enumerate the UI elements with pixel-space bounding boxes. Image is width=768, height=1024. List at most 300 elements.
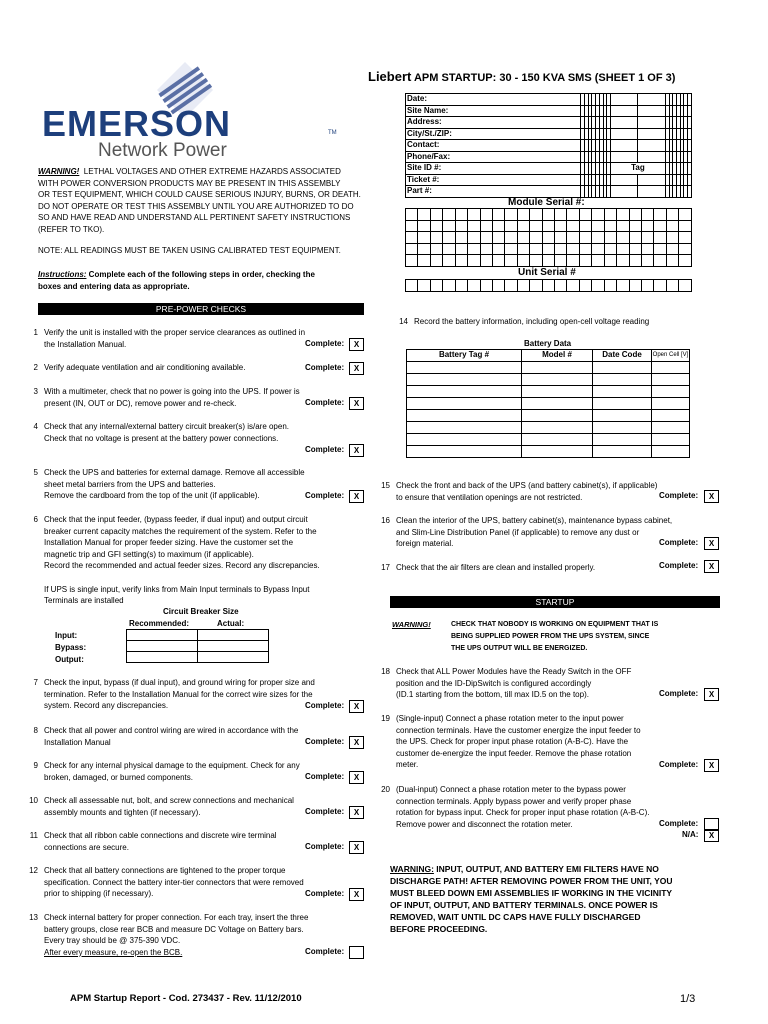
serial-cell[interactable] <box>406 220 418 232</box>
serial-cell[interactable] <box>629 232 641 244</box>
serial-cell[interactable] <box>629 209 641 221</box>
battery-tag-header: Battery Tag # <box>407 350 522 362</box>
battery-row <box>407 362 690 374</box>
serial-cell[interactable] <box>468 255 480 267</box>
cb-bypass-actual[interactable] <box>198 641 269 652</box>
battery-cell[interactable] <box>407 374 522 386</box>
complete-checkbox[interactable]: X <box>349 338 364 351</box>
serial-cell[interactable] <box>654 209 666 221</box>
serial-cell[interactable] <box>666 255 678 267</box>
serial-cell[interactable] <box>666 209 678 221</box>
info-cell[interactable] <box>638 140 665 152</box>
serial-cell[interactable] <box>555 232 567 244</box>
serial-cell[interactable] <box>406 232 418 244</box>
step-line: Installation Manual <box>44 737 111 747</box>
step-number: 7 <box>33 678 38 687</box>
startup-header: STARTUP <box>390 596 720 608</box>
module-serial-label: Module Serial #: <box>508 197 585 208</box>
startup-warning-line: CHECK THAT NOBODY IS WORKING ON EQUIPMENT THAT IS <box>451 621 659 628</box>
serial-cell[interactable] <box>629 243 641 255</box>
battery-cell[interactable] <box>407 422 522 434</box>
complete-checkbox[interactable]: X <box>704 490 719 503</box>
battery-cell[interactable] <box>652 410 690 422</box>
battery-cell[interactable] <box>522 362 593 374</box>
info-cell[interactable] <box>688 174 692 186</box>
serial-cell[interactable] <box>679 209 692 221</box>
step-line: connections are secure. <box>44 842 129 852</box>
serial-cell[interactable] <box>530 243 542 255</box>
step-number: 15 <box>381 481 390 490</box>
step-line: and Slim-Line Distribution Panel (if applicable) to remove any dust or <box>396 527 640 537</box>
serial-cell[interactable] <box>654 220 666 232</box>
battery-cell[interactable] <box>652 446 690 458</box>
complete-checkbox[interactable]: X <box>349 397 364 410</box>
step-line: rotation for bypass input. Check for proper input phase rotation (A-B-C). <box>396 808 650 818</box>
battery-cell[interactable] <box>652 422 690 434</box>
serial-cell[interactable] <box>666 243 678 255</box>
info-row <box>406 105 692 117</box>
serial-cell[interactable] <box>579 220 591 232</box>
info-cell[interactable] <box>638 174 665 186</box>
complete-checkbox[interactable]: X <box>704 759 719 772</box>
serial-cell[interactable] <box>468 232 480 244</box>
step-line: If UPS is single input, verify links from Main Input terminals to Bypass Input <box>44 584 310 594</box>
serial-cell[interactable] <box>430 243 442 255</box>
serial-cell[interactable] <box>642 255 654 267</box>
complete-checkbox[interactable]: X <box>349 444 364 457</box>
cb-bypass-label: Bypass: <box>55 643 87 652</box>
startup-warning-text <box>451 619 658 655</box>
serial-cell[interactable] <box>430 280 442 292</box>
step-line: Check that all power and control wiring are wired in accordance with the <box>44 726 299 735</box>
serial-cell[interactable] <box>629 280 641 292</box>
serial-cell[interactable] <box>530 255 542 267</box>
info-cell[interactable] <box>688 186 692 198</box>
unit-serial-label: Unit Serial # <box>518 267 576 278</box>
serial-cell[interactable] <box>480 280 492 292</box>
serial-cell[interactable] <box>567 243 579 255</box>
battery-cell[interactable] <box>407 398 522 410</box>
serial-cell[interactable] <box>592 220 604 232</box>
serial-cell[interactable] <box>530 280 542 292</box>
serial-cell[interactable] <box>567 255 579 267</box>
serial-cell[interactable] <box>542 220 554 232</box>
circuit-breaker-title: Circuit Breaker Size <box>163 607 239 616</box>
serial-cell[interactable] <box>642 243 654 255</box>
info-label: Site ID #: <box>406 163 581 175</box>
serial-cell[interactable] <box>455 209 467 221</box>
serial-cell[interactable] <box>492 209 504 221</box>
serial-cell[interactable] <box>555 220 567 232</box>
battery-cell[interactable] <box>593 386 652 398</box>
serial-cell[interactable] <box>530 220 542 232</box>
info-cell[interactable] <box>688 163 692 175</box>
serial-cell[interactable] <box>455 232 467 244</box>
serial-cell[interactable] <box>579 243 591 255</box>
serial-cell[interactable] <box>592 209 604 221</box>
serial-cell[interactable] <box>579 232 591 244</box>
serial-cell[interactable] <box>604 243 616 255</box>
info-cell[interactable] <box>688 94 692 106</box>
serial-cell[interactable] <box>579 255 591 267</box>
serial-cell[interactable] <box>654 280 666 292</box>
complete-label: Complete: <box>305 807 345 816</box>
serial-cell[interactable] <box>679 232 692 244</box>
step-line: customer de-energize the input feeder. Remove the phase rotation <box>396 748 632 758</box>
info-cell[interactable] <box>688 151 692 163</box>
complete-checkbox[interactable] <box>349 946 364 959</box>
serial-cell[interactable] <box>468 243 480 255</box>
serial-cell[interactable] <box>679 280 692 292</box>
complete-checkbox[interactable]: X <box>349 362 364 375</box>
complete-label: Complete: <box>659 538 699 547</box>
step-line: position and the ID-DipSwitch is configured accordingly <box>396 678 592 688</box>
step-text <box>44 795 294 818</box>
complete-checkbox[interactable]: X <box>704 688 719 701</box>
serial-cell[interactable] <box>567 209 579 221</box>
open-cell-header: Open Cell [V] <box>652 350 690 362</box>
serial-cell[interactable] <box>406 209 418 221</box>
serial-cell[interactable] <box>666 220 678 232</box>
serial-cell[interactable] <box>542 232 554 244</box>
battery-cell[interactable] <box>522 386 593 398</box>
step-number: 5 <box>33 468 38 477</box>
battery-cell[interactable] <box>593 398 652 410</box>
serial-cell[interactable] <box>642 232 654 244</box>
info-cell[interactable] <box>611 186 638 198</box>
cb-bypass-recommended[interactable] <box>127 641 198 652</box>
serial-cell[interactable] <box>443 280 455 292</box>
serial-cell[interactable] <box>617 220 629 232</box>
serial-cell[interactable] <box>555 255 567 267</box>
step-line: Check all assessable nut, bolt, and screw connections and mechanical <box>44 796 294 805</box>
complete-label: Complete: <box>305 737 345 746</box>
instructions-label: Instructions: <box>38 270 87 279</box>
battery-cell[interactable] <box>522 422 593 434</box>
serial-cell[interactable] <box>617 243 629 255</box>
serial-cell[interactable] <box>468 220 480 232</box>
step-line: broken, damaged, or burned components. <box>44 772 193 782</box>
serial-cell[interactable] <box>418 220 430 232</box>
serial-cell[interactable] <box>604 280 616 292</box>
info-cell[interactable] <box>638 117 665 129</box>
step-text <box>44 421 289 444</box>
step-line: connection terminals. Apply bypass power and verify proper phase <box>396 796 632 806</box>
info-cell[interactable] <box>638 128 665 140</box>
serial-cell[interactable] <box>666 280 678 292</box>
serial-cell[interactable] <box>505 232 517 244</box>
serial-cell[interactable] <box>592 280 604 292</box>
serial-cell[interactable] <box>530 209 542 221</box>
battery-cell[interactable] <box>522 374 593 386</box>
complete-label: Complete: <box>305 772 345 781</box>
battery-cell[interactable] <box>522 434 593 446</box>
step-text <box>44 912 308 958</box>
serial-cell[interactable] <box>530 232 542 244</box>
battery-cell[interactable] <box>652 362 690 374</box>
info-cell[interactable] <box>638 94 665 106</box>
step-number: 20 <box>381 785 390 794</box>
warning-line: LETHAL VOLTAGES AND OTHER EXTREME HAZARDS ASSOCIATED <box>83 167 341 176</box>
info-cell[interactable] <box>611 174 638 186</box>
serial-cell[interactable] <box>517 243 529 255</box>
complete-checkbox[interactable]: X <box>349 736 364 749</box>
serial-cell[interactable] <box>567 220 579 232</box>
info-cell[interactable] <box>611 151 638 163</box>
cb-input-recommended[interactable] <box>127 630 198 641</box>
serial-cell[interactable] <box>592 243 604 255</box>
serial-cell[interactable] <box>468 280 480 292</box>
info-cell[interactable] <box>611 117 638 129</box>
battery-cell[interactable] <box>522 398 593 410</box>
step-line: meter. <box>396 760 419 770</box>
step-text <box>44 327 305 350</box>
instructions-text: Complete each of the following steps in order, checking the <box>86 270 315 279</box>
step-number: 17 <box>381 563 390 572</box>
battery-row <box>407 398 690 410</box>
serial-cell[interactable] <box>555 280 567 292</box>
complete-checkbox[interactable]: X <box>704 560 719 573</box>
serial-cell[interactable] <box>654 255 666 267</box>
serial-cell[interactable] <box>406 243 418 255</box>
serial-cell[interactable] <box>443 243 455 255</box>
serial-cell[interactable] <box>455 255 467 267</box>
serial-cell[interactable] <box>617 255 629 267</box>
serial-cell[interactable] <box>430 232 442 244</box>
serial-cell[interactable] <box>542 255 554 267</box>
serial-row <box>406 220 692 232</box>
step-line: Remove power and disconnect the rotation meter. <box>396 819 573 829</box>
battery-cell[interactable] <box>593 410 652 422</box>
serial-cell[interactable] <box>679 220 692 232</box>
serial-cell[interactable] <box>406 255 418 267</box>
serial-cell[interactable] <box>617 232 629 244</box>
info-cell[interactable] <box>638 186 665 198</box>
serial-cell[interactable] <box>629 255 641 267</box>
serial-cell[interactable] <box>542 209 554 221</box>
serial-cell[interactable] <box>517 209 529 221</box>
info-cell[interactable] <box>688 117 692 129</box>
info-cell[interactable] <box>611 94 638 106</box>
complete-label: Complete: <box>305 842 345 851</box>
na-checkbox[interactable]: X <box>704 829 719 842</box>
serial-cell[interactable] <box>604 220 616 232</box>
step-text <box>396 515 672 550</box>
step-line: (Dual-input) Connect a phase rotation meter to the bypass power <box>396 785 626 794</box>
emi-warning-line: MUST BLEED DOWN EMI ASSEMBLIES IF WORKING IN THE VICINITY <box>390 888 673 898</box>
serial-cell[interactable] <box>505 220 517 232</box>
serial-cell[interactable] <box>617 280 629 292</box>
serial-cell[interactable] <box>430 209 442 221</box>
serial-cell[interactable] <box>517 232 529 244</box>
step-text <box>396 784 649 830</box>
serial-cell[interactable] <box>555 209 567 221</box>
info-cell[interactable] <box>611 105 638 117</box>
step-number: 2 <box>33 363 38 372</box>
step-number: 10 <box>29 796 38 805</box>
info-row <box>406 117 692 129</box>
battery-cell[interactable] <box>407 446 522 458</box>
serial-cell[interactable] <box>567 232 579 244</box>
cb-output-label: Output: <box>55 655 84 664</box>
serial-cell[interactable] <box>505 243 517 255</box>
serial-cell[interactable] <box>492 243 504 255</box>
unit-serial-grid <box>405 279 692 292</box>
serial-cell[interactable] <box>679 255 692 267</box>
info-cell[interactable] <box>611 128 638 140</box>
serial-cell[interactable] <box>505 209 517 221</box>
serial-cell[interactable] <box>443 220 455 232</box>
complete-label: Complete: <box>305 491 345 500</box>
serial-cell[interactable] <box>505 255 517 267</box>
serial-cell[interactable] <box>418 255 430 267</box>
serial-cell[interactable] <box>468 209 480 221</box>
cb-input-actual[interactable] <box>198 630 269 641</box>
serial-cell[interactable] <box>430 255 442 267</box>
serial-cell[interactable] <box>642 280 654 292</box>
serial-cell[interactable] <box>654 232 666 244</box>
serial-cell[interactable] <box>604 209 616 221</box>
serial-cell[interactable] <box>455 280 467 292</box>
serial-cell[interactable] <box>604 255 616 267</box>
battery-cell[interactable] <box>522 446 593 458</box>
complete-checkbox[interactable]: X <box>349 806 364 819</box>
info-row <box>406 163 692 175</box>
serial-cell[interactable] <box>480 232 492 244</box>
warning-label: WARNING! <box>38 167 80 176</box>
model-header: Model # <box>522 350 593 362</box>
emi-warning-line: REMOVED, WAIT UNTIL DC CAPS HAVE FULLY DISCHARGED <box>390 912 641 922</box>
complete-label: Complete: <box>305 947 345 956</box>
serial-row <box>406 209 692 221</box>
complete-checkbox[interactable]: X <box>704 537 719 550</box>
complete-checkbox[interactable]: X <box>349 888 364 901</box>
serial-cell[interactable] <box>480 220 492 232</box>
serial-cell[interactable] <box>418 280 430 292</box>
serial-cell[interactable] <box>592 255 604 267</box>
step-line: foreign material. <box>396 539 454 549</box>
battery-cell[interactable] <box>593 362 652 374</box>
battery-row <box>407 434 690 446</box>
emi-filter-warning <box>390 863 673 935</box>
complete-checkbox[interactable]: X <box>349 841 364 854</box>
step-number: 11 <box>29 831 38 840</box>
serial-cell[interactable] <box>517 255 529 267</box>
info-cell[interactable] <box>638 105 665 117</box>
serial-cell[interactable] <box>629 220 641 232</box>
serial-cell[interactable] <box>492 280 504 292</box>
serial-cell[interactable] <box>654 243 666 255</box>
battery-cell[interactable] <box>593 422 652 434</box>
info-cell[interactable] <box>611 140 638 152</box>
serial-cell[interactable] <box>579 280 591 292</box>
serial-cell[interactable] <box>555 243 567 255</box>
cb-output-recommended[interactable] <box>127 652 198 663</box>
serial-cell[interactable] <box>542 243 554 255</box>
info-label: Date: <box>406 94 581 106</box>
serial-cell[interactable] <box>480 243 492 255</box>
step-text <box>396 666 631 701</box>
complete-checkbox[interactable]: X <box>349 771 364 784</box>
complete-checkbox[interactable]: X <box>349 700 364 713</box>
serial-cell[interactable] <box>443 255 455 267</box>
serial-cell[interactable] <box>642 220 654 232</box>
info-row <box>406 128 692 140</box>
serial-cell[interactable] <box>492 220 504 232</box>
safety-warning <box>38 166 398 236</box>
info-cell[interactable] <box>638 151 665 163</box>
step-line: the Installation Manual. <box>44 339 127 349</box>
info-cell[interactable] <box>688 140 692 152</box>
step-line: prior to shipping (if necessary). <box>44 889 154 899</box>
battery-cell[interactable] <box>522 410 593 422</box>
battery-cell[interactable] <box>593 374 652 386</box>
step-number: 19 <box>381 714 390 723</box>
battery-cell[interactable] <box>652 374 690 386</box>
battery-cell[interactable] <box>407 410 522 422</box>
serial-cell[interactable] <box>517 280 529 292</box>
info-row <box>406 186 692 198</box>
serial-cell[interactable] <box>418 232 430 244</box>
battery-cell[interactable] <box>593 446 652 458</box>
serial-cell[interactable] <box>579 209 591 221</box>
network-power-text: Network Power <box>98 140 227 161</box>
serial-cell[interactable] <box>617 209 629 221</box>
serial-cell[interactable] <box>542 280 554 292</box>
step-text <box>44 760 300 783</box>
serial-cell[interactable] <box>492 255 504 267</box>
cb-output-actual[interactable] <box>198 652 269 663</box>
complete-label: Complete: <box>659 819 699 828</box>
serial-cell[interactable] <box>505 280 517 292</box>
battery-cell[interactable] <box>407 386 522 398</box>
info-cell[interactable] <box>688 128 692 140</box>
serial-cell[interactable] <box>480 255 492 267</box>
serial-cell[interactable] <box>517 220 529 232</box>
battery-cell[interactable] <box>407 362 522 374</box>
serial-cell[interactable] <box>443 232 455 244</box>
serial-cell[interactable] <box>430 220 442 232</box>
serial-cell[interactable] <box>592 232 604 244</box>
serial-cell[interactable] <box>418 209 430 221</box>
battery-cell[interactable] <box>652 386 690 398</box>
serial-cell[interactable] <box>567 280 579 292</box>
step-text <box>44 514 320 607</box>
serial-cell[interactable] <box>492 232 504 244</box>
serial-cell[interactable] <box>455 220 467 232</box>
serial-cell[interactable] <box>480 209 492 221</box>
battery-cell[interactable] <box>407 434 522 446</box>
serial-cell[interactable] <box>406 280 418 292</box>
battery-cell[interactable] <box>593 434 652 446</box>
serial-cell[interactable] <box>418 243 430 255</box>
serial-cell[interactable] <box>642 209 654 221</box>
serial-cell[interactable] <box>666 232 678 244</box>
serial-cell[interactable] <box>443 209 455 221</box>
step-line: specification. Connect the battery inter-tier connectors that were removed <box>44 877 304 887</box>
emi-warning-line: BEFORE PROCEEDING. <box>390 924 488 934</box>
battery-cell[interactable] <box>652 434 690 446</box>
serial-cell[interactable] <box>604 232 616 244</box>
info-cell[interactable] <box>688 105 692 117</box>
step-text <box>44 362 245 374</box>
battery-cell[interactable] <box>652 398 690 410</box>
serial-cell[interactable] <box>679 243 692 255</box>
instructions-text: boxes and entering data as appropriate. <box>38 281 190 291</box>
step-line: the UPS. Check for proper input phase rotation (A-B-C). Have the <box>396 737 629 747</box>
serial-cell[interactable] <box>455 243 467 255</box>
complete-checkbox[interactable]: X <box>349 490 364 503</box>
